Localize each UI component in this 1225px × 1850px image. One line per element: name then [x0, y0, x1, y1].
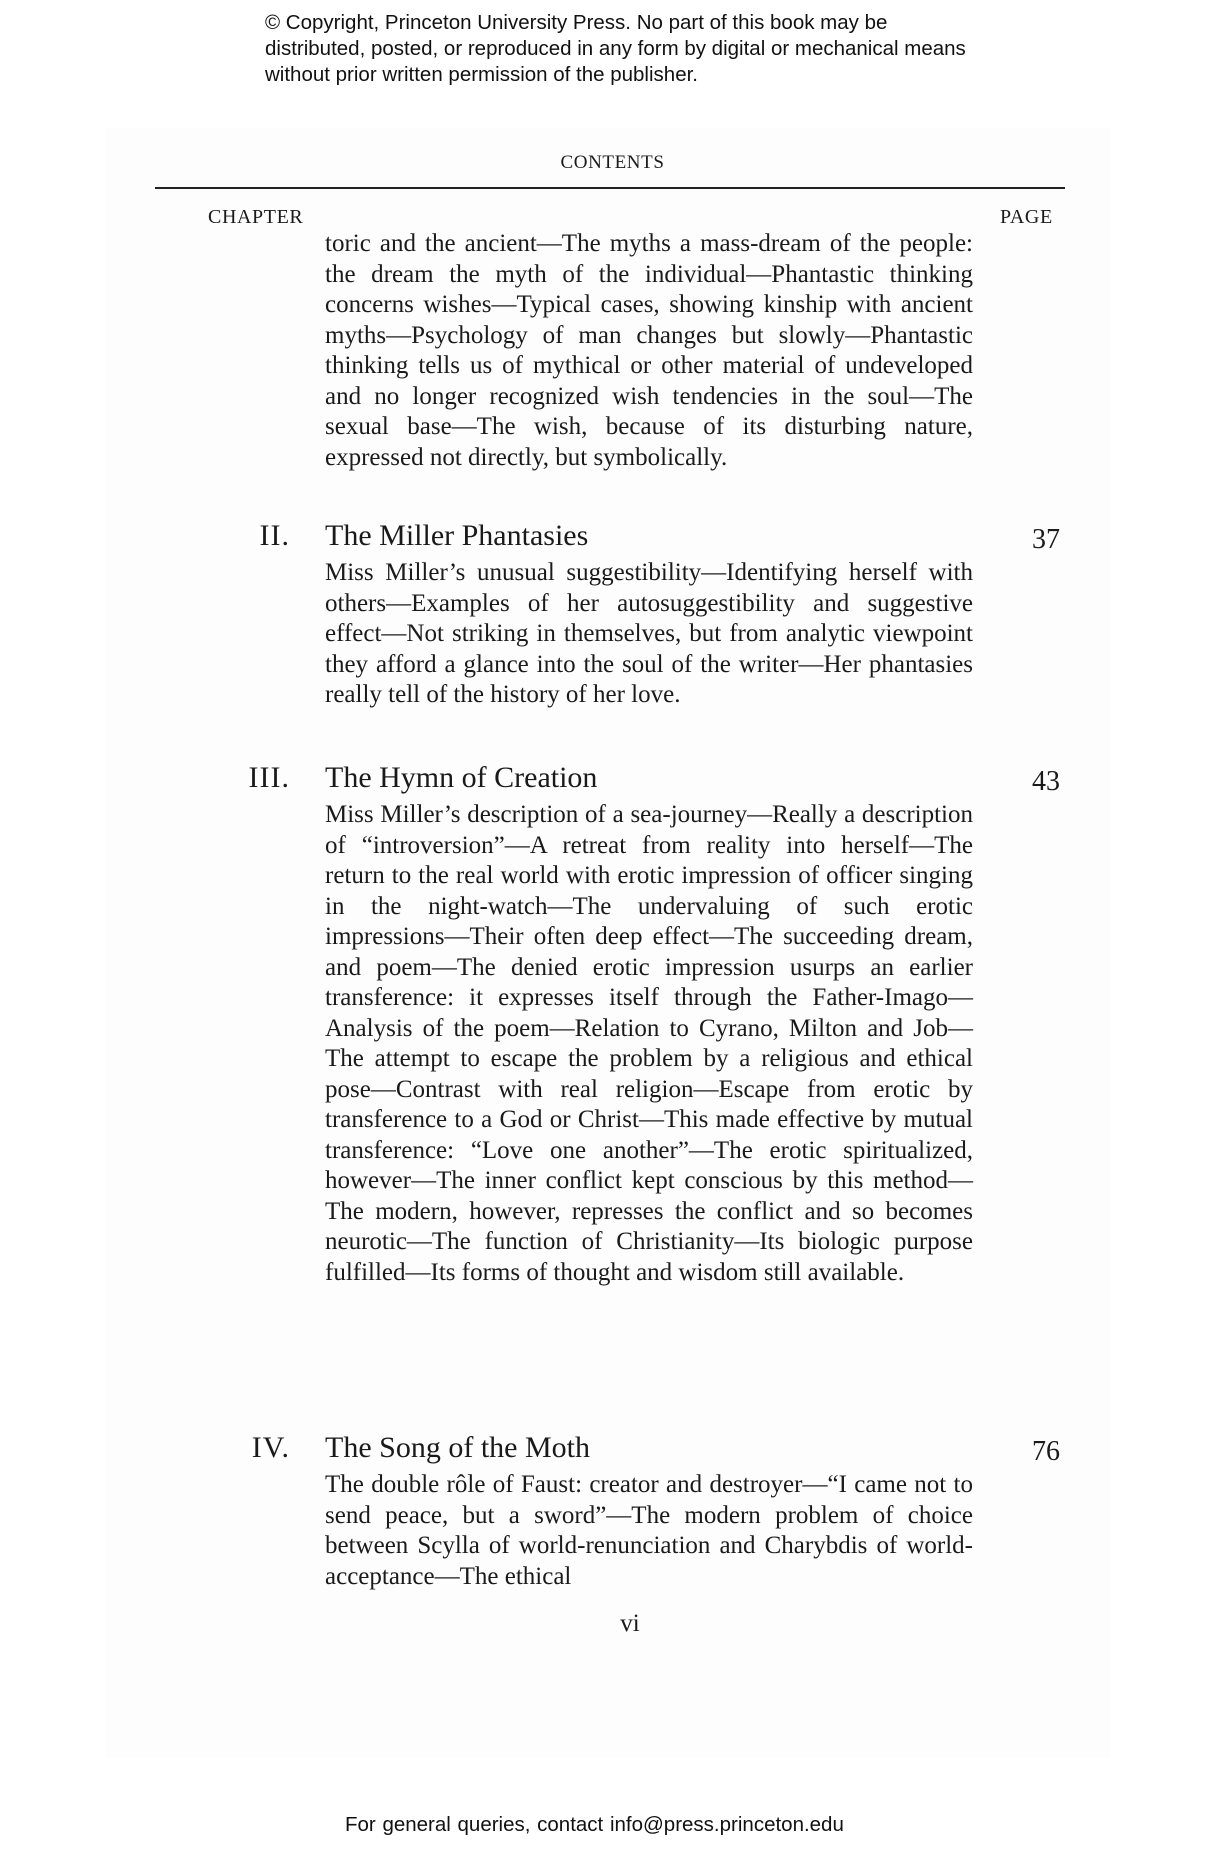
- running-head: CONTENTS: [560, 152, 665, 173]
- chapter-page-number: 76: [1032, 1436, 1060, 1467]
- chapter-number: IV.: [251, 1431, 290, 1464]
- continued-description: toric and the ancient—The myths a mass-dream of the people: the dream the myth of the individual—Phantastic thinking concerns wishes—Typical cases, showing kinship with ancient myths—Psychology of man changes but slowly—Phantastic thinking tells us of mythical or other material of undeveloped and no longer recognized wish tendencies in the soul—The sexual base—The wish, because of its disturbing nature, expressed not directly, but symbolically.: [325, 230, 973, 471]
- chapter-number: II.: [259, 519, 290, 552]
- header-rule: [155, 187, 1065, 189]
- page-column-label: PAGE: [1000, 206, 1053, 228]
- chapter-page-number: 37: [1032, 524, 1060, 555]
- chapter-page-number: 43: [1032, 766, 1060, 797]
- chapter-description: Miss Miller’s unusual suggestibility—Identifying herself with others—Examples of her autosuggestibility and suggestive effect—Not striking in themselves, but from analytic viewpoint they afford a glance into the soul of the writer—Her phantasies really tell of the history of her love.: [325, 559, 973, 708]
- chapter-title[interactable]: The Miller Phantasies: [325, 519, 589, 552]
- copyright-notice: © Copyright, Princeton University Press. No part of this book may be distributed, posted, or reproduced in any form by digital or mechanical means without prior written permission of the publisher.: [265, 11, 966, 86]
- chapter-description: The double rôle of Faust: creator and destroyer—“I came not to send peace, but a sword”—The modern problem of choice between Scylla of world-renunciation and Charybdis of world-acceptance—The ethical: [325, 1471, 973, 1590]
- chapter-description: Miss Miller’s description of a sea-journey—Really a description of “introversion”—A retreat from reality into herself—The return to the real world with erotic impression of officer singing in the night-watch—The undervaluing of such erotic impressions—Their often deep effect—The succeeding dream, and poem—The denied erotic impression usurps an earlier transference: it expresses itself through the Father-Imago—Analysis of the poem—Relation to Cyrano, Milton and Job—The attempt to escape the problem by a religious and ethical pose—Contrast with real religion—Escape from erotic by transference to a God or Christ—This made effective by mutual transference: “Love one another”—The erotic spiritualized, however—The inner conflict kept conscious by this method—The modern, however, represses the conflict and so becomes neurotic—The function of Christianity—Its biologic purpose fulfilled—Its forms of thought and wisdom still available.: [325, 801, 973, 1286]
- chapter-title[interactable]: The Hymn of Creation: [325, 761, 598, 794]
- chapter-number: III.: [248, 761, 290, 794]
- chapter-title[interactable]: The Song of the Moth: [325, 1431, 590, 1464]
- contact-footer: For general queries, contact info@press.princeton.edu: [345, 1813, 844, 1836]
- page-folio: vi: [620, 1610, 640, 1637]
- chapter-column-label: CHAPTER: [208, 206, 304, 228]
